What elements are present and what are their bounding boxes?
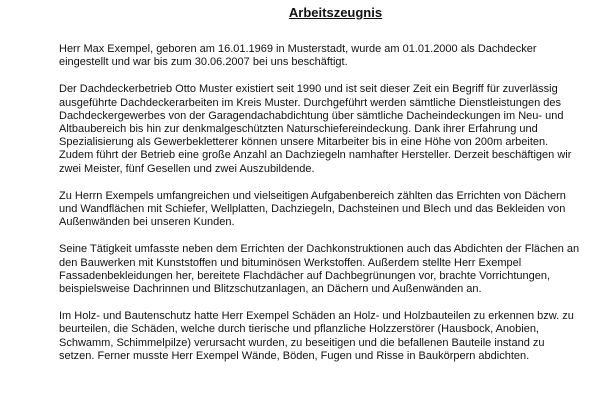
- paragraph-task-area: Zu Herrn Exempels umfangreichen und vielseitigen Aufgabenbereich zählten das Errichten von Dächern und Wandflächen mit Schiefer, Wellplatten, Dachziegeln, Dachsteinen und Blech und das Bekleiden von Außenwänden bei unseren Kunden.: [59, 189, 566, 229]
- paragraph-activities: Seine Tätigkeit umfasste neben dem Errichten der Dachkonstruktionen auch das Abdichten der Flächen an den Bauwerken mit Kunststoffen und bituminösen Werkstoffen. Außerdem stellte Herr Exempel Fassadenbekleidungen her, bereitete Flachdächer auf Dachbegrünungen vor, brachte Vorrichtungen, beispielsweise Dachrinnen und Blitzschutzanlagen, an Dächern und Außenwänden an.: [59, 243, 580, 296]
- paragraph-company-description: Der Dachdeckerbetrieb Otto Muster existiert seit 1990 und ist seit dieser Zeit ein Begriff für zuverlässig ausgeführte Dachdeckerarbeiten im Kreis Muster. Durchgeführt werden sämtliche Dienstleistungen des Dachdeckergewerbes von der Garagendachabdichtung über sämtliche Dacheindeckungen im Neu- und Altbaubereich bis hin zur denkmalgeschützten Naturschiefereindeckung. Dank ihrer Erfahrung und Spezialisierung als Gewerbekletterer können unsere Mitarbeiter bis in eine Höhe von 200m arbeiten. Zudem führt der Betrieb eine große Anzahl an Dachziegeln namhafter Hersteller. Derzeit beschäftigen wir zwei Meister, fünf Gesellen und zwei Auszubildende.: [59, 83, 572, 175]
- paragraph-employment-period: Herr Max Exempel, geboren am 16.01.1969 in Musterstadt, wurde am 01.01.2000 als Dachdecker eingestellt und war bis zum 30.06.2007 bei uns beschäftigt.: [59, 43, 537, 69]
- document-title: Arbeitszeugnis: [288, 5, 383, 20]
- paragraph-wood-protection: Im Holz- und Bautenschutz hatte Herr Exempel Schäden an Holz- und Holzbauteilen zu erkennen bzw. zu beurteilen, die Schäden, welche durch tierische und pflanzliche Holzzerstörer (Hausbock, Anobien, Schwamm, Schimmelpilze) verursacht wurden, zu beseitigen und die befallenen Bauteile instand zu setzen. Ferner musste Herr Exempel Wände, Böden, Fugen und Risse in Baukörpern abdichten.: [59, 310, 574, 362]
